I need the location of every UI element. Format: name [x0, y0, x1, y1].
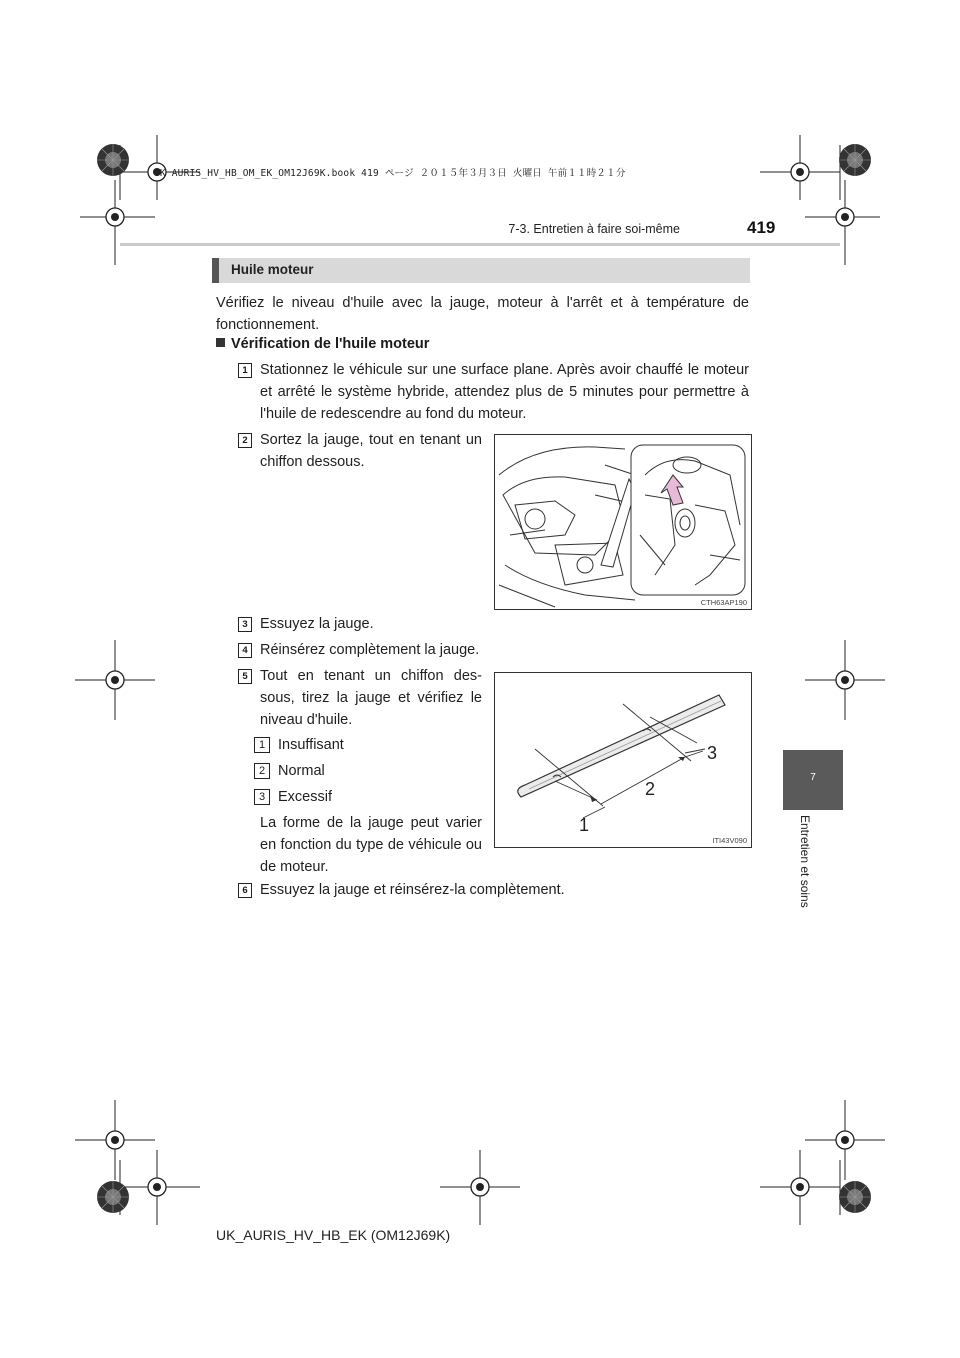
- step-1-text: Stationnez le véhicule sur une surface plane. Après avoir chauffé le moteur et arrêté le système hybride, attendez plus de 5 minutes pour permettre à l'huile de redescendre au fond du moteur.: [260, 362, 749, 422]
- legend-item-3: [254, 786, 332, 808]
- step-badge-1: 1: [238, 363, 252, 378]
- step-badge-2: 2: [238, 433, 252, 448]
- intro-paragraph: Vérifiez le niveau d'huile avec la jauge, moteur à l'arrêt et à température de fonctionnement.: [216, 295, 749, 333]
- engine-figure-code: CTH63AP190: [700, 598, 747, 607]
- step-badge-5: 5: [238, 669, 252, 684]
- callout-1: 1: [579, 815, 590, 835]
- legend-label-3: Excessif: [278, 789, 332, 805]
- legend-number-3: 3: [254, 789, 270, 805]
- subheading: [216, 336, 429, 352]
- square-bullet-icon: [216, 338, 225, 347]
- header-rule: [120, 243, 840, 246]
- legend-item-1: [254, 734, 344, 756]
- callout-3: 3: [707, 743, 718, 763]
- step-5-note: La forme de la jauge peut varier en fonction du type de véhicule ou de moteur.: [260, 815, 482, 875]
- subheading-text: Vérification de l'huile moteur: [231, 336, 430, 352]
- callout-2: 2: [645, 779, 656, 799]
- section-title: Huile moteur: [231, 262, 314, 277]
- dipstick-illustration: [495, 673, 751, 847]
- chapter-label: Entretien et soins: [798, 815, 812, 908]
- footer-model-code: UK_AURIS_HV_HB_EK (OM12J69K): [216, 1227, 451, 1243]
- step-5-text: Tout en tenant un chiffon des-sous, tirez la jauge et vérifiez le niveau d'huile.: [260, 668, 482, 728]
- dipstick-figure: [494, 672, 752, 848]
- engine-bay-illustration: [495, 435, 751, 609]
- step-6-text: Essuyez la jauge et réinsérez-la complètement.: [260, 882, 565, 898]
- dipstick-figure-code: ITI43V090: [712, 836, 747, 845]
- step-badge-6: 6: [238, 883, 252, 898]
- legend-label-2: Normal: [278, 763, 325, 779]
- step-badge-3: 3: [238, 617, 252, 632]
- step-badge-4: 4: [238, 643, 252, 658]
- legend-number-1: 1: [254, 737, 270, 753]
- engine-bay-figure: [494, 434, 752, 610]
- step-2-text: Sortez la jauge, tout en tenant un chiffon dessous.: [260, 432, 482, 470]
- step-4-text: Réinsérez complètement la jauge.: [260, 642, 480, 658]
- chapter-number: 7: [810, 772, 816, 783]
- step-3-text: Essuyez la jauge.: [260, 616, 374, 632]
- legend-number-2: 2: [254, 763, 270, 779]
- section-label: 7-3. Entretien à faire soi-même: [508, 222, 680, 236]
- legend-label-1: Insuffisant: [278, 737, 344, 753]
- page-number: 419: [747, 218, 776, 237]
- chapter-tab: [783, 750, 843, 810]
- print-header: UK AURIS_HV_HB_OM_EK_OM12J69K.book 419 ページ ２０１５年３月３日 火曜日 午前１１時２１分: [154, 168, 626, 179]
- section-title-bar: [212, 258, 750, 283]
- legend-item-2: [254, 760, 325, 782]
